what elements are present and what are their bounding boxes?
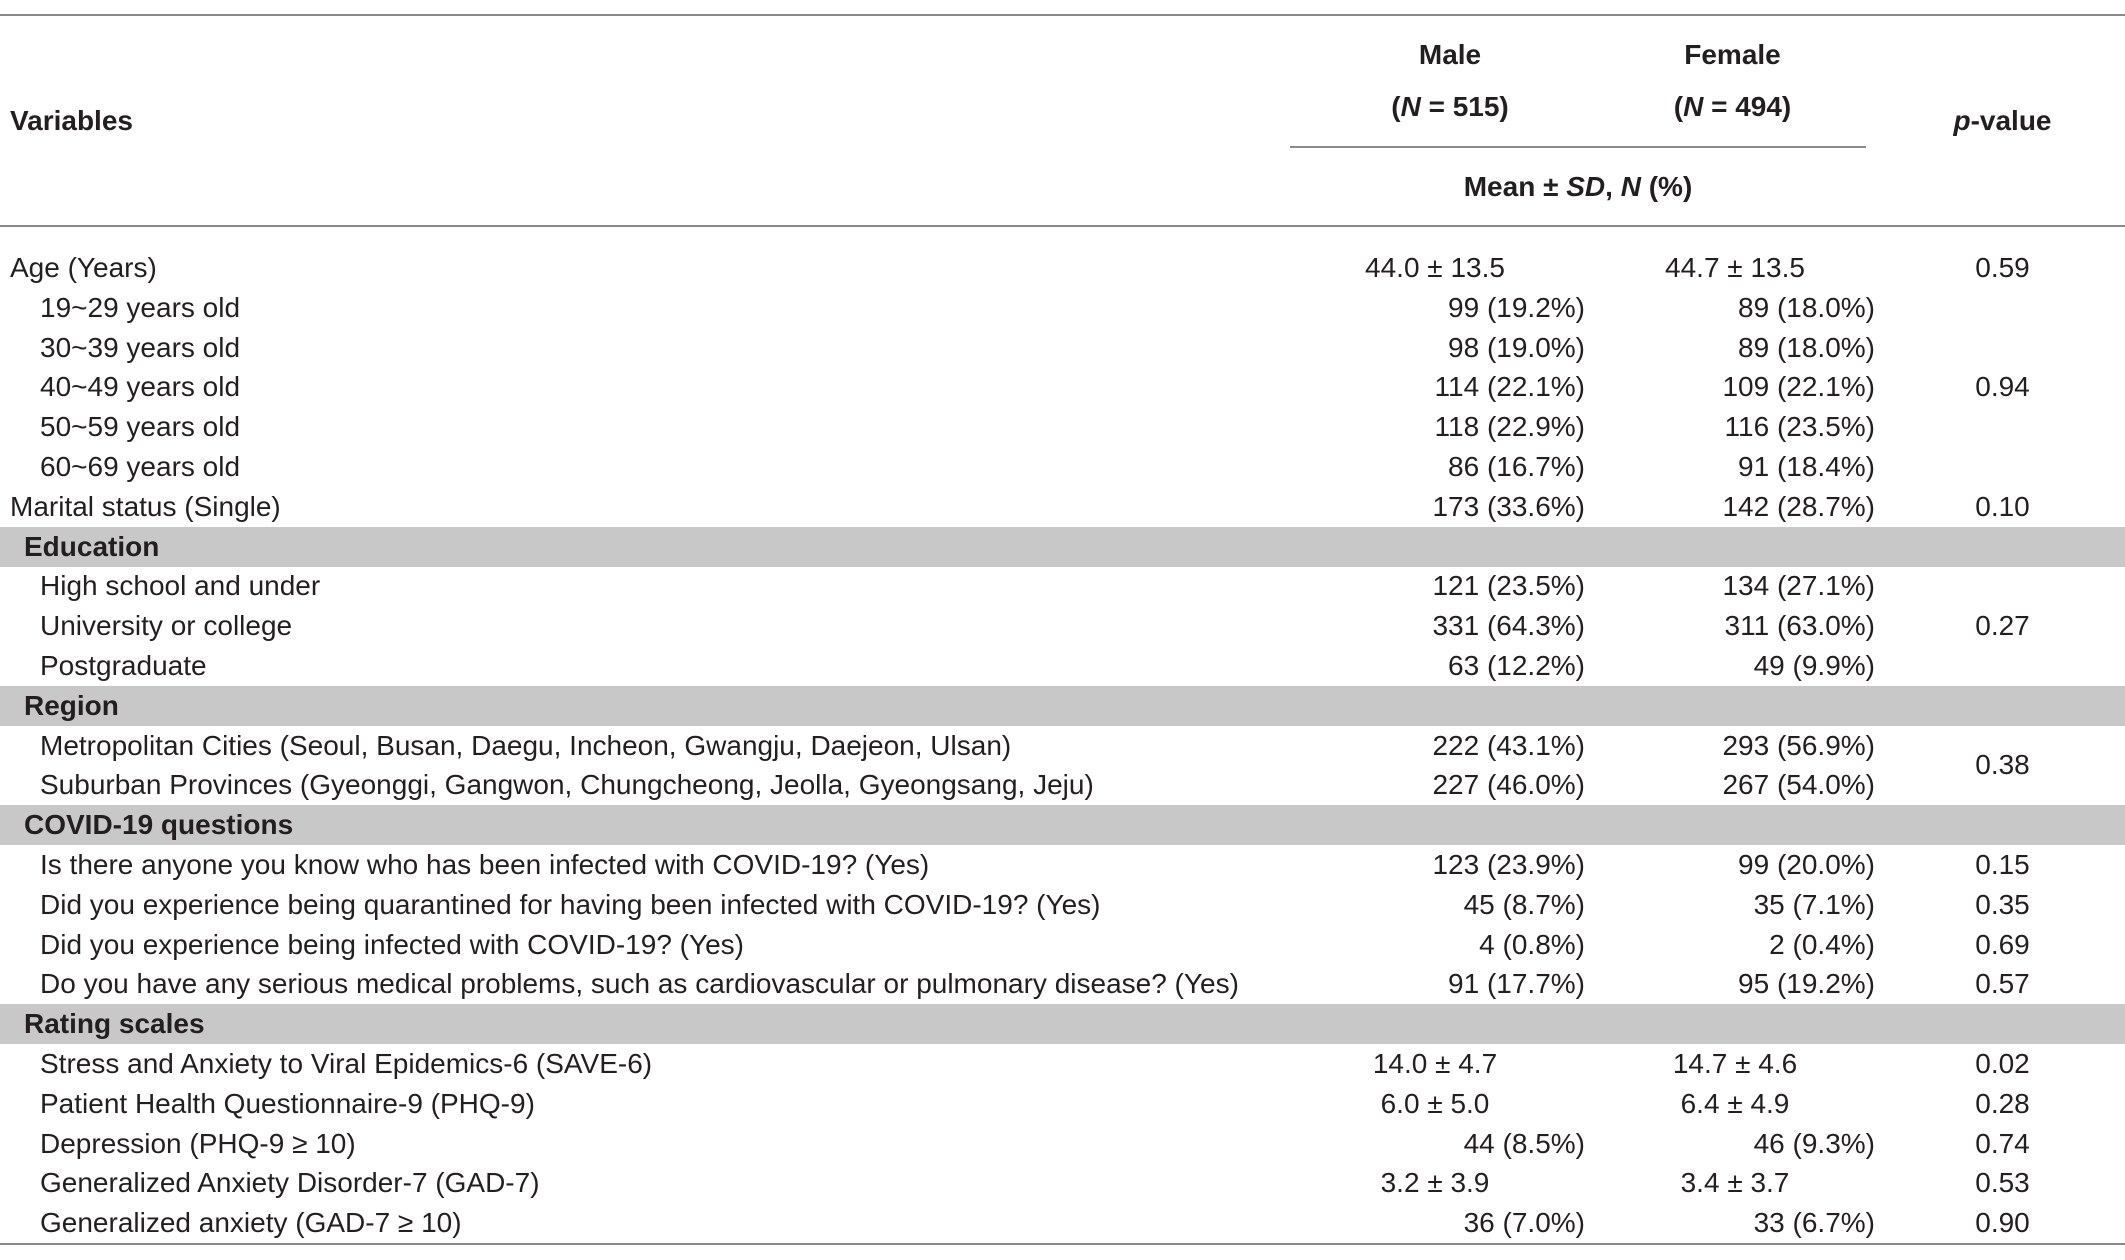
female-value: 44.7 ± 13.5 <box>1665 252 1805 283</box>
female-value: 311 (63.0%) <box>1724 610 1875 642</box>
section-label: Region <box>24 689 119 721</box>
table-row <box>0 328 2125 368</box>
male-value: 45 (8.7%) <box>1463 888 1585 920</box>
section-header <box>0 527 2125 567</box>
female-value: 142 (28.7%) <box>1722 490 1875 522</box>
header-female-n: (N = 494) <box>1673 91 1792 122</box>
male-value: 123 (23.9%) <box>1432 849 1585 880</box>
table-row <box>0 487 2125 527</box>
female-value: 33 (6.7%) <box>1753 1207 1875 1239</box>
male-value: 4 (0.8%) <box>1479 928 1585 960</box>
table-row <box>0 1124 2125 1164</box>
table-row <box>0 606 2125 646</box>
row-label: Did you experience being quarantined for having been infected with COVID-19? (Yes) <box>40 888 1101 920</box>
top-rule <box>0 14 2125 16</box>
table-row <box>0 248 2125 288</box>
table-row <box>0 765 2125 805</box>
row-label: Patient Health Questionnaire-9 (PHQ-9) <box>40 1087 535 1119</box>
female-value: 89 (18.0%) <box>1738 331 1875 363</box>
female-value: 95 (19.2%) <box>1738 968 1875 1000</box>
female-value: 293 (56.9%) <box>1722 729 1875 761</box>
row-label: Generalized Anxiety Disorder-7 (GAD-7) <box>40 1167 540 1199</box>
section-header <box>0 805 2125 845</box>
row-label: Metropolitan Cities (Seoul, Busan, Daegu, Incheon, Gwangju, Daejeon, Ulsan) <box>40 729 1012 761</box>
table-row <box>0 566 2125 606</box>
row-label: Age (Years) <box>10 252 157 283</box>
p-value: 0.57 <box>1975 968 2030 1000</box>
p-value: 0.69 <box>1975 928 2030 960</box>
row-label: High school and under <box>40 570 321 602</box>
table-row <box>0 367 2125 407</box>
male-value: 86 (16.7%) <box>1448 451 1585 482</box>
header-male: Male <box>1418 39 1482 70</box>
table-row <box>0 407 2125 447</box>
male-value: 44 (8.5%) <box>1463 1127 1585 1159</box>
female-value: 2 (0.4%) <box>1769 928 1875 960</box>
p-value: 0.59 <box>1975 252 2030 283</box>
table-row <box>0 288 2125 328</box>
header-stat-type: Mean ± SD, N (%) <box>1463 171 1693 202</box>
male-value: 36 (7.0%) <box>1463 1207 1585 1239</box>
row-label: 40~49 years old <box>40 371 241 403</box>
row-label: University or college <box>40 610 293 642</box>
male-value: 121 (23.5%) <box>1432 570 1585 602</box>
p-value: 0.94 <box>1975 371 2030 403</box>
male-value: 6.0 ± 5.0 <box>1380 1087 1490 1119</box>
p-value: 0.74 <box>1975 1127 2030 1159</box>
male-value: 98 (19.0%) <box>1448 331 1585 363</box>
row-label: Marital status (Single) <box>10 490 281 522</box>
p-value: 0.53 <box>1975 1167 2030 1199</box>
male-value: 99 (19.2%) <box>1448 291 1585 323</box>
male-value: 173 (33.6%) <box>1432 490 1585 522</box>
row-label: Postgraduate <box>40 650 207 681</box>
male-value: 3.2 ± 3.9 <box>1380 1167 1490 1199</box>
table-row <box>0 885 2125 925</box>
table-row <box>0 964 2125 1004</box>
p-value: 0.28 <box>1975 1087 2030 1119</box>
female-value: 46 (9.3%) <box>1753 1127 1875 1159</box>
female-value: 3.4 ± 3.7 <box>1680 1167 1790 1199</box>
male-value: 44.0 ± 13.5 <box>1365 252 1505 283</box>
section-label: Rating scales <box>24 1008 205 1040</box>
row-label: 19~29 years old <box>40 291 241 323</box>
region-p-value: 0.38 <box>1975 749 2030 780</box>
row-label: Suburban Provinces (Gyeonggi, Gangwon, Chungcheong, Jeolla, Gyeongsang, Jeju) <box>40 769 1094 801</box>
p-value: 0.90 <box>1975 1207 2030 1239</box>
female-value: 49 (9.9%) <box>1753 650 1875 681</box>
header-male-n: (N = 515) <box>1391 91 1509 122</box>
table-row <box>0 1084 2125 1124</box>
header-female: Female <box>1684 39 1781 70</box>
male-value: 14.0 ± 4.7 <box>1372 1048 1498 1079</box>
female-value: 116 (23.5%) <box>1724 411 1875 443</box>
female-value: 99 (20.0%) <box>1738 849 1875 880</box>
female-value: 35 (7.1%) <box>1753 888 1875 920</box>
table-row <box>0 646 2125 686</box>
female-value: 14.7 ± 4.6 <box>1672 1048 1798 1079</box>
female-value: 89 (18.0%) <box>1738 291 1875 323</box>
p-value: 0.10 <box>1975 490 2030 522</box>
section-label: Education <box>24 530 160 562</box>
male-value: 63 (12.2%) <box>1448 650 1585 681</box>
row-label: Depression (PHQ-9 ≥ 10) <box>40 1127 356 1159</box>
male-value: 227 (46.0%) <box>1432 769 1585 801</box>
male-value: 331 (64.3%) <box>1432 610 1585 642</box>
p-value: 0.35 <box>1975 888 2030 920</box>
section-header <box>0 686 2125 726</box>
p-value: 0.15 <box>1975 849 2030 880</box>
table-row <box>0 845 2125 885</box>
female-value: 109 (22.1%) <box>1722 371 1875 403</box>
row-label: Generalized anxiety (GAD-7 ≥ 10) <box>40 1207 462 1239</box>
male-value: 114 (22.1%) <box>1434 371 1585 403</box>
bottom-rule <box>0 1243 2125 1245</box>
female-value: 91 (18.4%) <box>1738 451 1875 482</box>
female-value: 134 (27.1%) <box>1722 570 1875 602</box>
section-header <box>0 1004 2125 1044</box>
male-value: 222 (43.1%) <box>1432 729 1585 761</box>
table-row <box>0 1163 2125 1203</box>
header-variables: Variables <box>10 105 133 136</box>
section-label: COVID-19 questions <box>24 809 294 841</box>
row-label: Do you have any serious medical problems, such as cardiovascular or pulmonary disease? (Yes) <box>40 968 1239 1000</box>
female-value: 267 (54.0%) <box>1722 769 1875 801</box>
p-value: 0.02 <box>1975 1048 2030 1079</box>
table-row <box>0 925 2125 965</box>
header-group-rule <box>1290 146 1866 148</box>
male-value: 91 (17.7%) <box>1448 968 1585 1000</box>
row-label: Stress and Anxiety to Viral Epidemics-6 (SAVE-6) <box>40 1048 653 1079</box>
row-label: 30~39 years old <box>40 331 241 363</box>
header-bottom-rule <box>0 225 2125 227</box>
female-value: 6.4 ± 4.9 <box>1680 1087 1790 1119</box>
table-row <box>0 726 2125 766</box>
row-label: Is there anyone you know who has been infected with COVID-19? (Yes) <box>40 849 930 880</box>
row-label: Did you experience being infected with COVID-19? (Yes) <box>40 928 745 960</box>
male-value: 118 (22.9%) <box>1434 411 1585 443</box>
header-p-value: p-value <box>1953 105 2052 136</box>
row-label: 60~69 years old <box>40 451 241 482</box>
table-row <box>0 1044 2125 1084</box>
table-row <box>0 447 2125 487</box>
table-row <box>0 1203 2125 1243</box>
row-label: 50~59 years old <box>40 411 241 443</box>
p-value: 0.27 <box>1975 610 2030 642</box>
